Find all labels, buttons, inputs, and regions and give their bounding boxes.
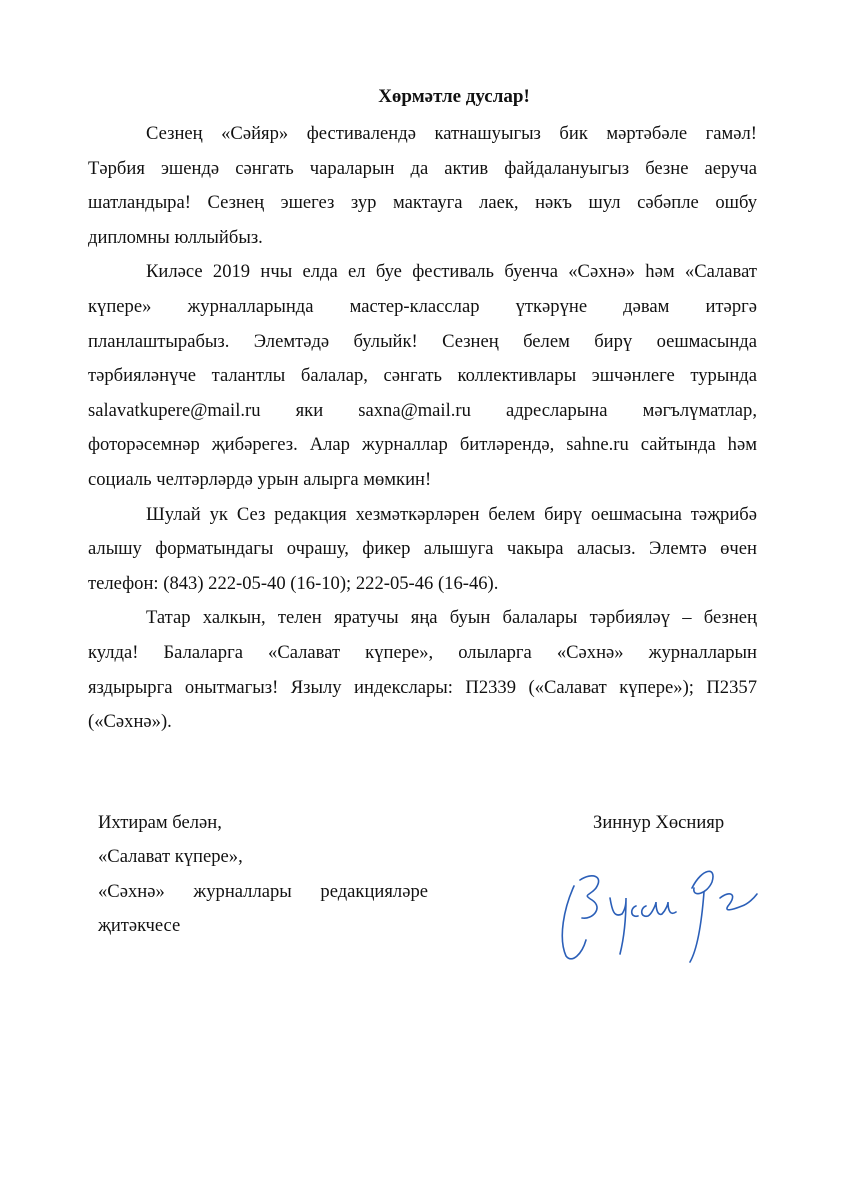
- text-line: планлаштырабыз. Элемтәдә булыйк! Сезнең белем бирү оешмасында: [88, 330, 757, 352]
- letter-body: [88, 117, 757, 740]
- text-line: фоторәсемнәр җибәрегез. Алар журналлар битләрендә, sahne.ru сайтында һәм: [88, 434, 757, 456]
- text-line: яздырырга онытмагыз! Язылу индекслары: П2339 («Салават күпере»); П2357: [88, 676, 757, 698]
- text-line: телефон: (843) 222-05-40 (16-10); 222-05-46 (16-46).: [88, 572, 499, 594]
- handwritten-signature: [552, 858, 762, 968]
- text-line: («Сәхнә»).: [88, 711, 172, 733]
- text-line: дипломны юллыйбыз.: [88, 226, 263, 248]
- text-line: тәрбияләнүче талантлы балалар, сәнгать коллективлары эшчәнлеге турында: [88, 365, 757, 387]
- text-line: социаль челтәрләрдә урын алырга мөмкин!: [88, 468, 432, 490]
- text-line: Татар халкын, телен яратучы яңа буын балалары тәрбияләү – безнең: [146, 607, 757, 629]
- text-line: salavatkupere@mail.ru яки saxna@mail.ru адресларына мәгълүматлар,: [88, 399, 757, 421]
- text-line: Киләсе 2019 нчы елда ел буе фестиваль буенча «Сәхнә» һәм «Салават: [146, 261, 757, 283]
- author-name: Зиннур Хөснияр: [593, 812, 725, 833]
- closing-line: «Сәхнә» журналлары редакцияләре: [98, 880, 428, 902]
- text-line: кулда! Балаларга «Салават күпере», олыларга «Сәхнә» журналларын: [88, 641, 757, 663]
- text-line: күпере» журналларында мастер-класслар үткәрүне дәвам итәргә: [88, 295, 757, 317]
- text-line: Шулай ук Сез редакция хезмәткәрләрен белем бирү оешмасына тәҗрибә: [146, 503, 757, 525]
- text-line: шатландыра! Сезнең эшегез зур мактауга лаек, нәкъ шул сәбәпле ошбу: [88, 192, 757, 214]
- letter-title: Хөрмәтле дуслар!: [378, 86, 530, 107]
- closing-line: җитәкчесе: [98, 915, 181, 937]
- closing-line: «Салават күпере»,: [98, 846, 243, 868]
- closing-block: [98, 806, 428, 944]
- closing-line: Ихтирам белән,: [98, 812, 222, 833]
- text-line: алышу форматындагы очрашу, фикер алышуга чакыра аласыз. Элемтә өчен: [88, 538, 757, 560]
- text-line: Тәрбия эшендә сәнгать чараларын да актив файдалануыгыз безне аеруча: [88, 157, 757, 179]
- text-line: Сезнең «Сәйяр» фестивалендә катнашуыгыз бик мәртәбәле гамәл!: [146, 123, 757, 144]
